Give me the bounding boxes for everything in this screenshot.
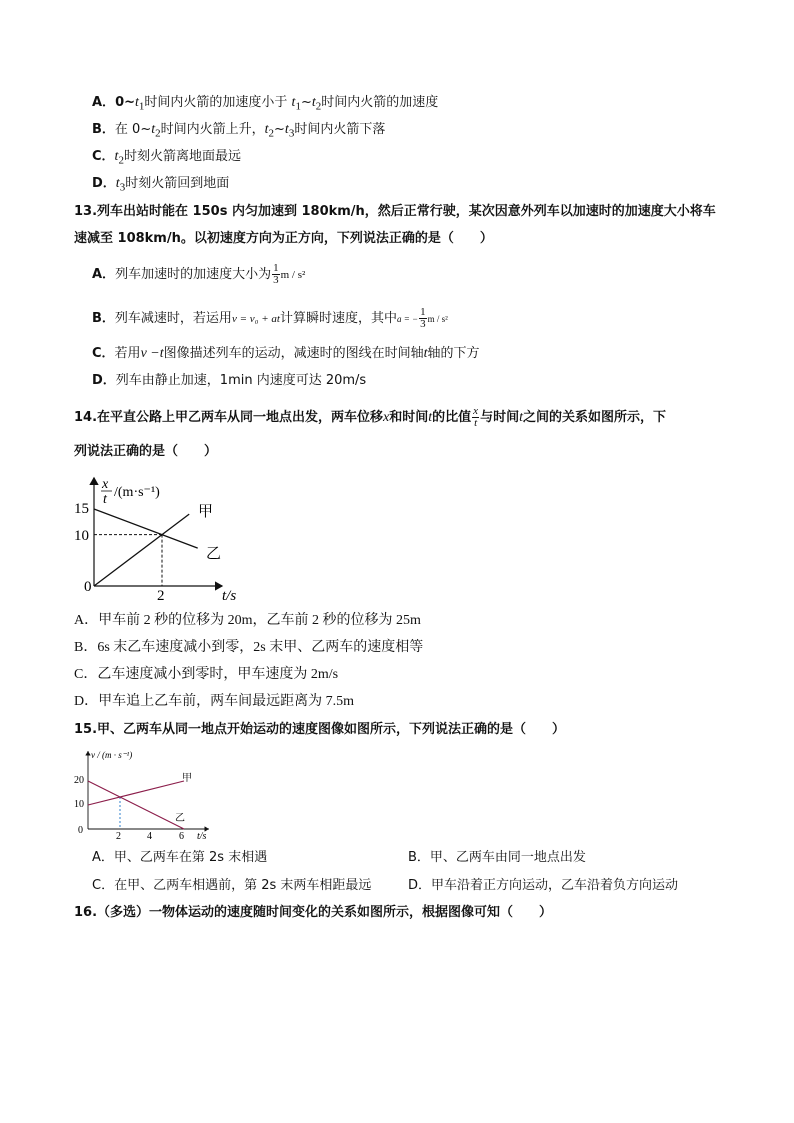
q15-option-a: A．甲、乙两车在第 2s 末相遇 <box>92 850 268 865</box>
x-tick-label: 2 <box>116 831 121 842</box>
series-label-jia: 甲 <box>198 504 214 520</box>
series-line-jia <box>94 514 189 586</box>
series-label-jia: 甲 <box>182 773 192 784</box>
series-label-yi: 乙 <box>175 813 185 824</box>
q15-option-c: C．在甲、乙两车相遇前，第 2s 末两车相距最远 <box>92 878 372 893</box>
y-axis-label-den: t <box>103 492 107 507</box>
y-axis-label: v / (m · s⁻¹) <box>91 750 133 760</box>
x-tick-label: 2 <box>157 588 165 604</box>
q13-stem-line1: 13.列车出站时能在 150s 内匀加速到 180km/h，然后正常行驶，某次因意外列车以加速时的加速度大小将车 <box>74 204 716 219</box>
series-label-yi: 乙 <box>206 546 222 562</box>
q12-option-b: B．在 $0\sim t_2$时间内火箭上升，$t_2\sim t_3$时间内火箭下落 <box>92 122 386 140</box>
y-tick-label: 0 <box>84 579 92 595</box>
q12-option-c: C．$t_2$时刻火箭离地面最远 <box>92 149 241 167</box>
q15-option-b: B．甲、乙两车由同一地点出发 <box>408 850 586 865</box>
x-tick-label: 6 <box>179 831 184 842</box>
q14-stem-line1: 14.在平直公路上甲乙两车从同一地点出发，两车位移x和时间t的比值 $\frac{x}{t}$ 与时间t之间的关系如图所示，下 <box>74 405 666 429</box>
q14-option-a: A．甲车前 2 秒的位移为 20m，乙车前 2 秒的位移为 25m <box>74 613 421 628</box>
q13-stem-line2: 速减至 108km/h。以初速度方向为正方向，下列说法正确的是（ ） <box>74 231 493 246</box>
series-line-jia <box>88 781 184 805</box>
y-tick-label: 10 <box>74 528 89 544</box>
fraction-one-third: $\frac{1}{3}$ <box>420 306 426 330</box>
q14-stem-line2: 列说法正确的是（ ） <box>74 444 218 459</box>
q16-stem: 16.（多选）一物体运动的速度随时间变化的关系如图所示，根据图像可知（ ） <box>74 905 553 920</box>
y-axis-label-unit: /(m·s⁻¹) <box>114 485 160 500</box>
q13-option-d: D．列车由静止加速，1min 内速度可达 20m/s <box>92 373 367 388</box>
series-line-yi <box>88 781 184 829</box>
q14-xt-t-graph <box>74 474 254 604</box>
x-tick-label: 4 <box>147 831 152 842</box>
q15-option-d: D．甲车沿着正方向运动，乙车沿着负方向运动 <box>408 878 679 893</box>
q13-option-b: B．列车减速时，若运用v = v₀ + at计算瞬时速度，其中a = − $\frac{1}{3}$ m / s² <box>92 306 448 330</box>
q14-option-c: C．乙车速度减小到零时，甲车速度为 2m/s <box>74 667 339 682</box>
q14-option-b: B．6s 末乙车速度减小到零，2s 末甲、乙两车的速度相等 <box>74 640 424 655</box>
x-axis-label: t/s <box>222 588 237 604</box>
q13-option-a: A．列车加速时的加速度大小为 $\frac{1}{3}$ m / s² <box>92 262 306 286</box>
series-line-yi <box>94 509 198 548</box>
q14-option-d: D．甲车追上乙车前，两车间最远距离为 7.5m <box>74 694 354 709</box>
y-tick-label: 20 <box>74 775 84 786</box>
y-tick-label: 0 <box>78 825 83 836</box>
q12-option-d: D．$t_3$时刻火箭回到地面 <box>92 176 230 194</box>
q13-option-c: C．若用v −t图像描述列车的运动，减速时的图线在时间轴t轴的下方 <box>92 346 480 361</box>
q12-option-a: A．$0\sim t_1$时间内火箭的加速度小于 $t_1\sim t_2$时间内火箭的加速度 <box>92 95 439 113</box>
x-axis-label: t/s <box>197 831 207 842</box>
fraction-one-third: $\frac{1}{3}$ <box>273 262 279 286</box>
y-tick-label: 15 <box>74 501 89 517</box>
y-tick-label: 10 <box>74 799 84 810</box>
y-axis-label-num: x <box>102 477 109 492</box>
q15-stem: 15.甲、乙两车从同一地点开始运动的速度图像如图所示，下列说法正确的是（ ） <box>74 722 566 737</box>
q15-vt-graph <box>74 745 224 845</box>
